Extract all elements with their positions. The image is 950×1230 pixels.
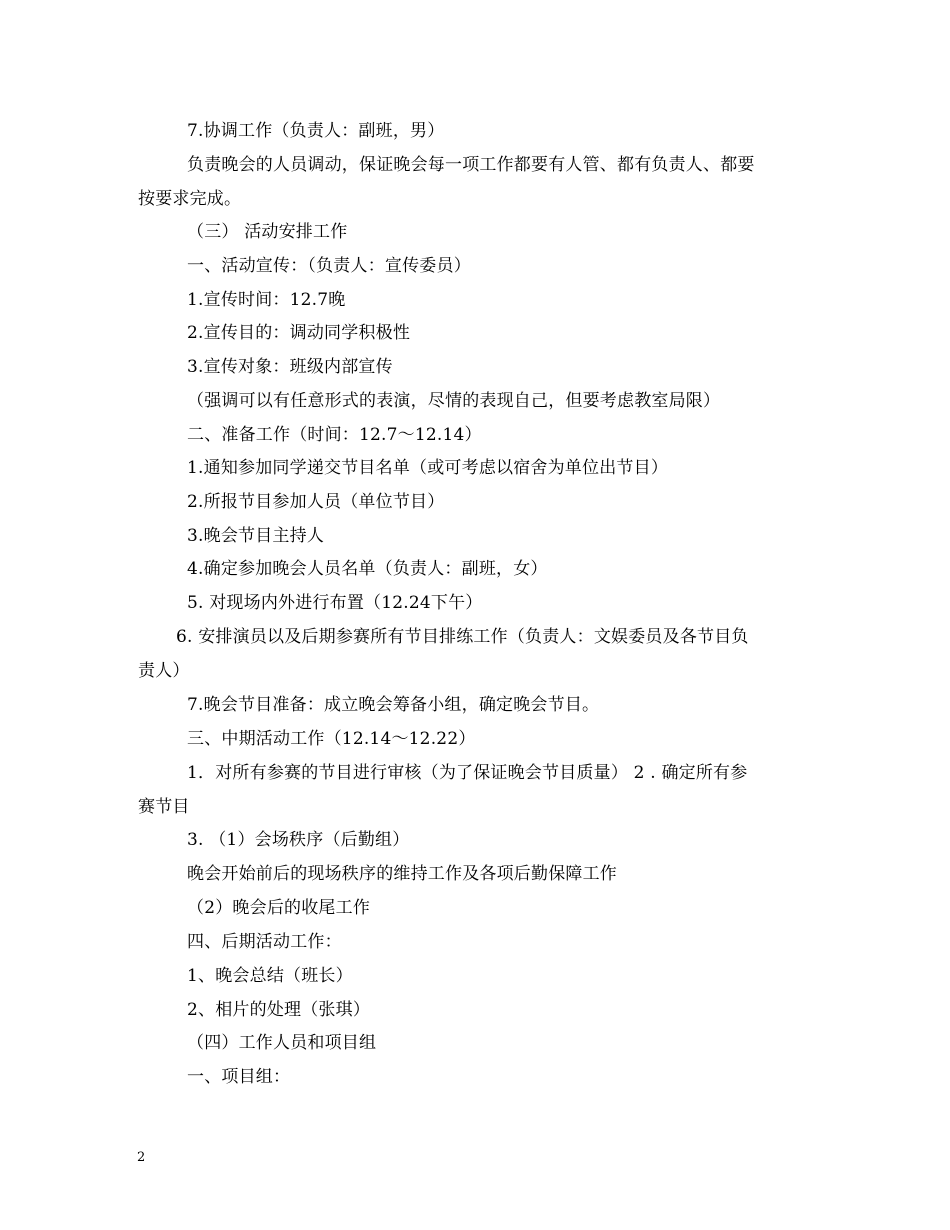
coordination-description: 负责晚会的人员调动，保证晚会每一项工作都要有人管、都有负责人、都要 [187,155,755,175]
preparation-item-5: 5. 对现场内外进行布置（12.24下午） [187,593,483,613]
midterm-item-3: 3. （1）会场秩序（后勤组） [187,830,410,850]
section-four-heading: （四）工作人员和项目组 [187,1033,377,1053]
project-group-heading: 一、项目组： [187,1067,291,1087]
preparation-item-1: 1.通知参加同学递交节目名单（或可考虑以宿舍为单位出节目） [187,458,669,478]
preparation-item-3: 3.晚会节目主持人 [187,526,325,546]
midterm-item-2-cont: 赛节目 [138,797,190,817]
late-stage-item-2: 2、相片的处理（张琪） [187,1000,371,1020]
page-number: 2 [137,1150,146,1165]
venue-order-description: 晚会开始前后的现场秩序的维持工作及各项后勤保障工作 [187,864,617,884]
late-stage-heading: 四、后期活动工作： [187,932,342,952]
preparation-item-6-cont: 责人） [138,661,190,681]
wrap-up-item: （2）晚会后的收尾工作 [187,898,371,918]
midterm-item-1-2: 1．对所有参赛的节目进行审核（为了保证晚会节目质量） 2 . 确定所有参 [187,763,748,783]
item-coordination-heading: 7.协调工作（负责人：副班，男） [187,121,445,141]
midterm-heading: 三、中期活动工作（12.14～12.22） [187,729,476,749]
publicity-time: 1.宣传时间：12.7晚 [187,290,346,310]
publicity-audience: 3.宣传对象：班级内部宣传 [187,357,393,377]
preparation-item-4: 4.确定参加晚会人员名单（负责人：副班，女） [187,559,548,579]
coordination-description-cont: 按要求完成。 [138,189,242,209]
publicity-heading: 一、活动宣传：（负责人：宣传委员） [187,256,471,276]
publicity-purpose: 2.宣传目的：调动同学积极性 [187,323,411,343]
preparation-item-2: 2.所报节目参加人员（单位节目） [187,492,445,512]
section-three-heading: （三） 活动安排工作 [187,222,348,242]
preparation-heading: 二、准备工作（时间：12.7～12.14） [187,425,482,445]
preparation-item-7: 7.晚会节目准备：成立晚会筹备小组，确定晚会节目。 [187,695,600,715]
publicity-note: （强调可以有任意形式的表演，尽情的表现自己，但要考虑教室局限） [187,391,721,411]
late-stage-item-1: 1、晚会总结（班长） [187,966,353,986]
preparation-item-6: 6. 安排演员以及后期参赛所有节目排练工作（负责人：文娱委员及各节目负 [176,627,749,647]
